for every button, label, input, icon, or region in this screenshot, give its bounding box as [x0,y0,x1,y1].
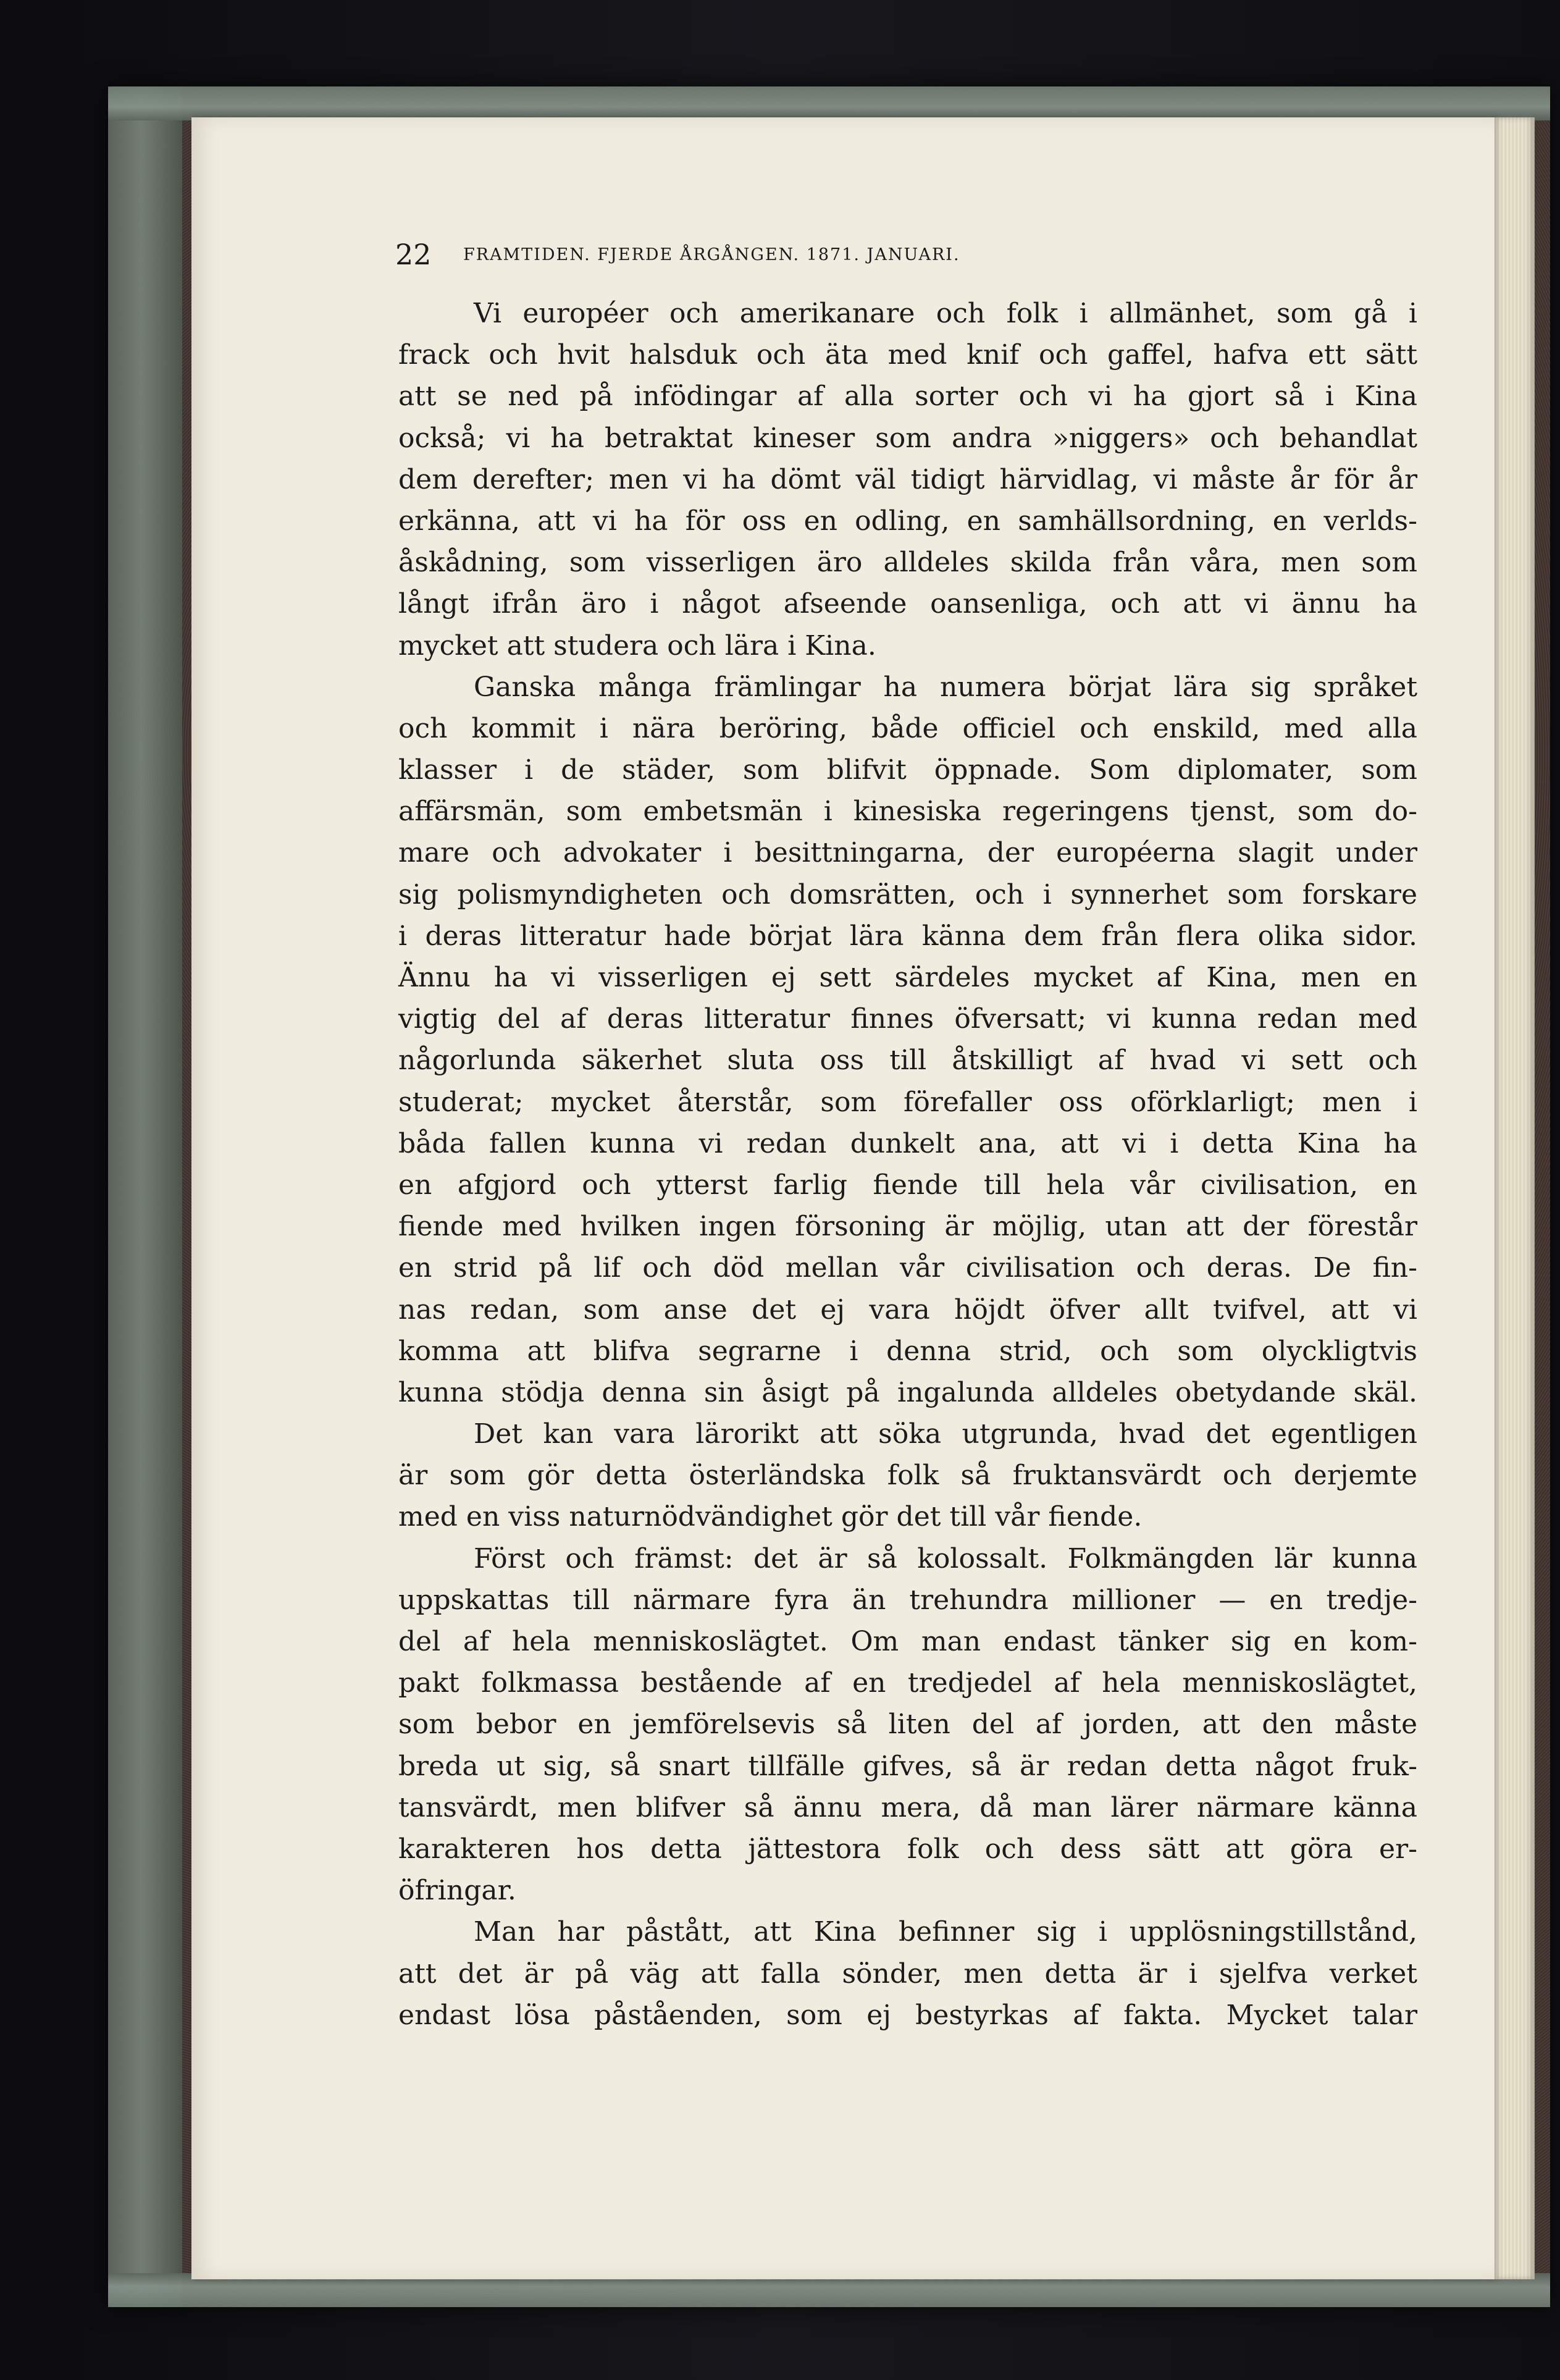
text-line: öfringar. [398,1875,516,1907]
text-line: åskådning, som visserligen äro alldeles skilda från våra, men som [398,547,1417,579]
text-line: uppskattas till närmare fyra än trehundra millioner — en tredje- [398,1584,1417,1616]
text-line: Vi européer och amerikanare och folk i allmänhet, som gå i [474,298,1417,329]
text-line: affärsmän, som embetsmän i kinesiska regeringens tjenst, som do- [398,796,1417,828]
text-line: en afgjord och ytterst farlig fiende till hela vår civilisation, en [398,1169,1417,1201]
text-line: kunna stödja denna sin åsigt på ingalunda alldeles obetydande skäl. [398,1376,1417,1408]
text-line: långt ifrån äro i något afseende oansenliga, och att vi ännu ha [398,588,1417,620]
text-line: pakt folkmassa bestående af en tredjedel af hela menniskoslägtet, [398,1667,1417,1699]
text-line: frack och hvit halsduk och äta med knif och gaffel, hafva ett sätt [398,339,1417,371]
page-number: 22 [395,238,432,271]
text-line: som bebor en jemförelsevis så liten del af jorden, att den måste [398,1709,1417,1741]
text-line: studerat; mycket återstår, som förefaller oss oförklarligt; men i [398,1086,1417,1118]
text-line: och kommit i nära beröring, både officiel och enskild, med alla [398,712,1417,744]
running-head [395,236,1272,273]
text-line: i deras litteratur hade börjat lära känna dem från flera olika sidor. [398,920,1417,952]
text-line: endast lösa påståenden, som ej bestyrkas af fakta. Mycket talar [398,1999,1417,2031]
text-line: Ännu ha vi visserligen ej sett särdeles mycket af Kina, men en [398,962,1417,993]
book-spine-strip [108,86,182,2307]
text-line: erkänna, att vi ha för oss en odling, en samhällsordning, en verlds- [398,505,1417,537]
running-head-title: FRAMTIDEN. FJERDE ÅRGÅNGEN. 1871. JANUARI. [463,245,960,264]
text-line: Ganska många främlingar ha numera börjat lära sig språket [474,671,1417,703]
text-line: med en viss naturnödvändighet gör det till vår fiende. [398,1501,1143,1533]
text-line: en strid på lif och död mellan vår civilisation och deras. De fin- [398,1252,1417,1284]
text-line: klasser i de städer, som blifvit öppnade. Som diplomater, som [398,754,1417,786]
text-line: nas redan, som anse det ej vara höjdt öfver allt tvifvel, att vi [398,1293,1417,1326]
text-line: tansvärdt, men blifver så ännu mera, då man lärer närmare känna [398,1791,1417,1823]
text-line: mare och advokater i besittningarna, der européerna slagit under [398,837,1417,869]
body-text [398,293,1417,2036]
text-line: någorlunda säkerhet sluta oss till åtskilligt af hvad vi sett och [398,1045,1417,1077]
text-line: breda ut sig, så snart tillfälle gifves, så är redan detta något fruk- [398,1750,1417,1782]
cover-top-edge [108,86,1550,120]
text-line: Man har påstått, att Kina befinner sig i upplösningstillstånd, [474,1916,1417,1948]
text-line: Det kan vara lärorikt att söka utgrunda, hvad det egentligen [474,1418,1417,1450]
text-line: mycket att studera och lära i Kina. [398,629,876,662]
text-line: dem derefter; men vi ha dömt väl tidigt härvidlag, vi måste år för år [398,463,1417,495]
text-line: att se ned på infödingar af alla sorter och vi ha gjort så i Kina [398,381,1417,413]
text-line: del af hela menniskoslägtet. Om man endast tänker sig en kom- [398,1626,1417,1657]
text-line: komma att blifva segrarne i denna strid, och som olyckligtvis [398,1335,1417,1367]
text-line: Först och främst: det är så kolossalt. Folkmängden lär kunna [474,1542,1417,1575]
text-line: karakteren hos detta jättestora folk och dess sätt att göra er- [398,1833,1417,1865]
text-line: är som gör detta österländska folk så fruktansvärdt och derjemte [398,1460,1417,1492]
text-line: fiende med hvilken ingen försoning är möjlig, utan att der förestår [398,1211,1417,1243]
text-line: att det är på väg att falla sönder, men detta är i sjelfva verket [398,1957,1417,1990]
text-line: sig polismyndigheten och domsrätten, och i synnerhet som forskare [398,878,1417,910]
text-line: vigtig del af deras litteratur finnes öfversatt; vi kunna redan med [398,1003,1417,1035]
text-line: också; vi ha betraktat kineser som andra »niggers» och behandlat [398,422,1417,454]
text-line: båda fallen kunna vi redan dunkelt ana, att vi i detta Kina ha [398,1127,1417,1159]
